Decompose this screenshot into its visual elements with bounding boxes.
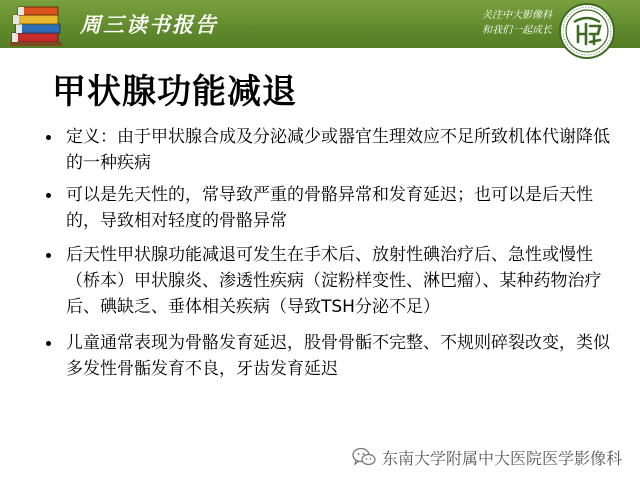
header-title: 周三读书报告 xyxy=(80,12,218,37)
watermark-text: 东南大学附属中大医院医学影像科 xyxy=(381,448,622,468)
header-motto xyxy=(440,8,552,38)
wechat-icon xyxy=(352,447,376,467)
bullet-item-congenital: 可以是先天性的，常导致严重的骨骼异常和发育延迟；也可以是后天性的，导致相对轻度的骨骼异常 xyxy=(40,182,620,234)
header-band xyxy=(0,0,640,48)
books-logo-icon xyxy=(8,3,74,49)
bullet-list xyxy=(40,124,620,390)
motto-line-1: 关注中大影像科 xyxy=(482,10,552,21)
bullet-item-children: 儿童通常表现为骨骼发育延迟，股骨骨骺不完整、不规则碎裂改变，类似多发性骨骺发育不良，牙齿发育延迟 xyxy=(40,330,620,382)
motto-line-2: 和我们一起成长 xyxy=(482,25,552,36)
slide-title: 甲状腺功能减退 xyxy=(52,72,297,112)
department-emblem-icon xyxy=(556,2,618,64)
bullet-item-definition: 定义：由于甲状腺合成及分泌减少或器官生理效应不足所致机体代谢降低的一种疾病 xyxy=(40,124,620,176)
watermark xyxy=(352,446,622,468)
bullet-item-acquired-causes: 后天性甲状腺功能减退可发生在手术后、放射性碘治疗后、急性或慢性（桥本）甲状腺炎、渗透性疾病（淀粉样变性、淋巴瘤）、某种药物治疗后、碘缺乏、垂体相关疾病（导致TSH分泌不足） xyxy=(40,242,620,320)
